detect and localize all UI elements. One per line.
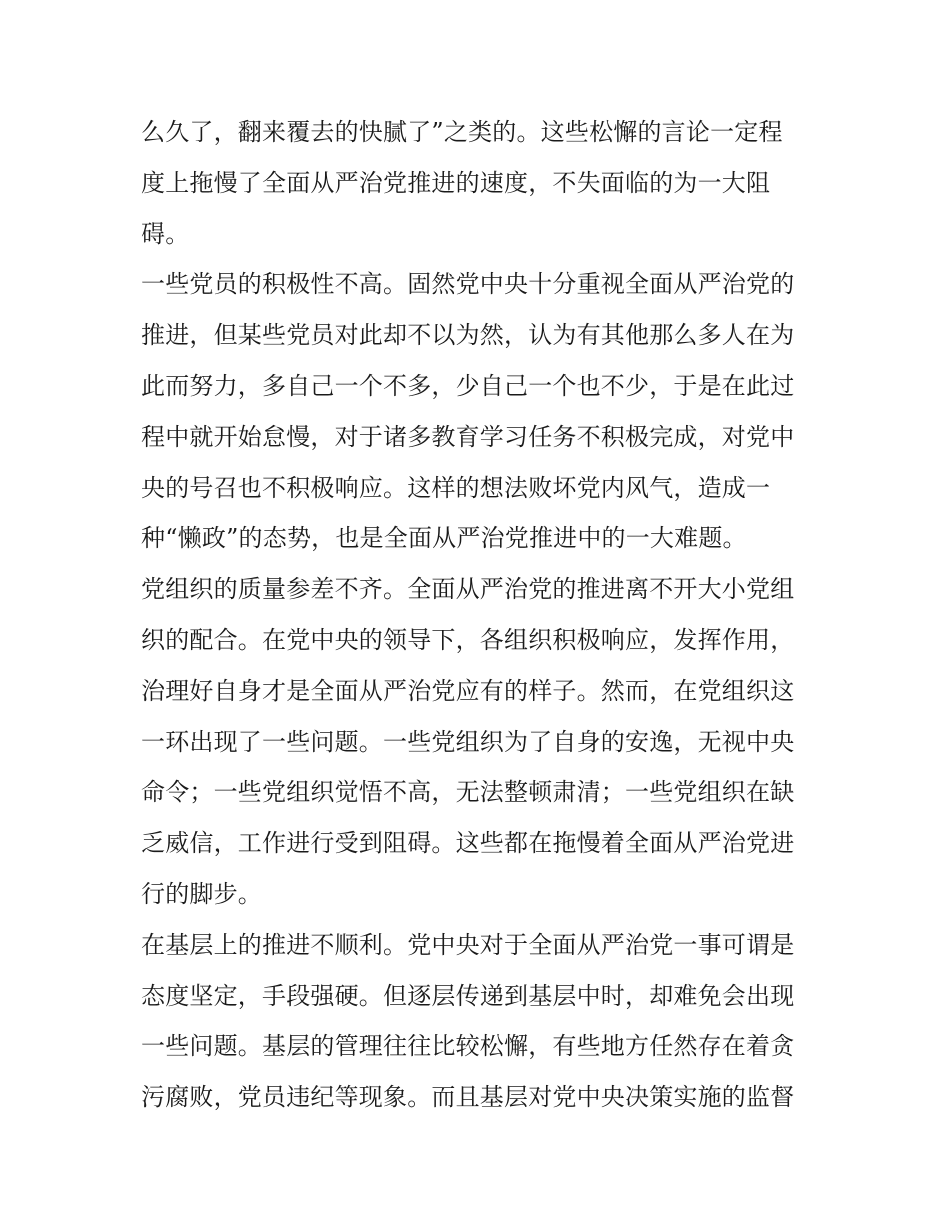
text-line: 在基层上的推进不顺利。党中央对于全面从严治党一事可谓是 bbox=[141, 930, 795, 959]
text-line: 此而努力，多自己一个不多，少自己一个也不少，于是在此过 bbox=[141, 371, 795, 400]
text-line: 么久了，翻来覆去的快腻了”之类的。这些松懈的言论一定程 bbox=[141, 118, 783, 146]
text-line: 织的配合。在党中央的领导下，各组织积极响应，发挥作用， bbox=[141, 625, 795, 654]
text-line: 碍。 bbox=[141, 219, 190, 248]
text-line: 推进，但某些党员对此却不以为然，认为有其他那么多人在为 bbox=[141, 321, 795, 350]
text-line: 态度坚定，手段强硬。但逐层传递到基层中时，却难免会出现 bbox=[141, 981, 795, 1010]
text-line: 乏威信，工作进行受到阻碍。这些都在拖慢着全面从严治党进 bbox=[141, 829, 795, 858]
text-line: 央的号召也不积极响应。这样的想法败坏党内风气，造成一 bbox=[141, 473, 771, 502]
text-line: 度上拖慢了全面从严治党推进的速度，不失面临的为一大阻 bbox=[141, 168, 771, 197]
text-line: 一些问题。基层的管理往往比较松懈，有些地方任然存在着贪 bbox=[141, 1032, 795, 1061]
text-line: 治理好自身才是全面从严治党应有的样子。然而，在党组织这 bbox=[141, 676, 795, 705]
text-line: 污腐败，党员违纪等现象。而且基层对党中央决策实施的监督 bbox=[141, 1083, 795, 1112]
text-line: 一些党员的积极性不高。固然党中央十分重视全面从严治党的 bbox=[141, 270, 795, 299]
text-line: 种“懒政”的态势，也是全面从严治党推进中的一大难题。 bbox=[141, 524, 747, 553]
text-line: 命令；一些党组织觉悟不高，无法整顿肃清；一些党组织在缺 bbox=[141, 778, 795, 807]
text-line: 党组织的质量参差不齐。全面从严治党的推进离不开大小党组 bbox=[141, 575, 795, 604]
text-line: 一环出现了一些问题。一些党组织为了自身的安逸，无视中央 bbox=[141, 727, 795, 756]
body-text bbox=[141, 107, 821, 1123]
text-line: 程中就开始怠慢，对于诸多教育学习任务不积极完成，对党中 bbox=[141, 422, 795, 451]
text-line: 行的脚步。 bbox=[141, 879, 262, 908]
